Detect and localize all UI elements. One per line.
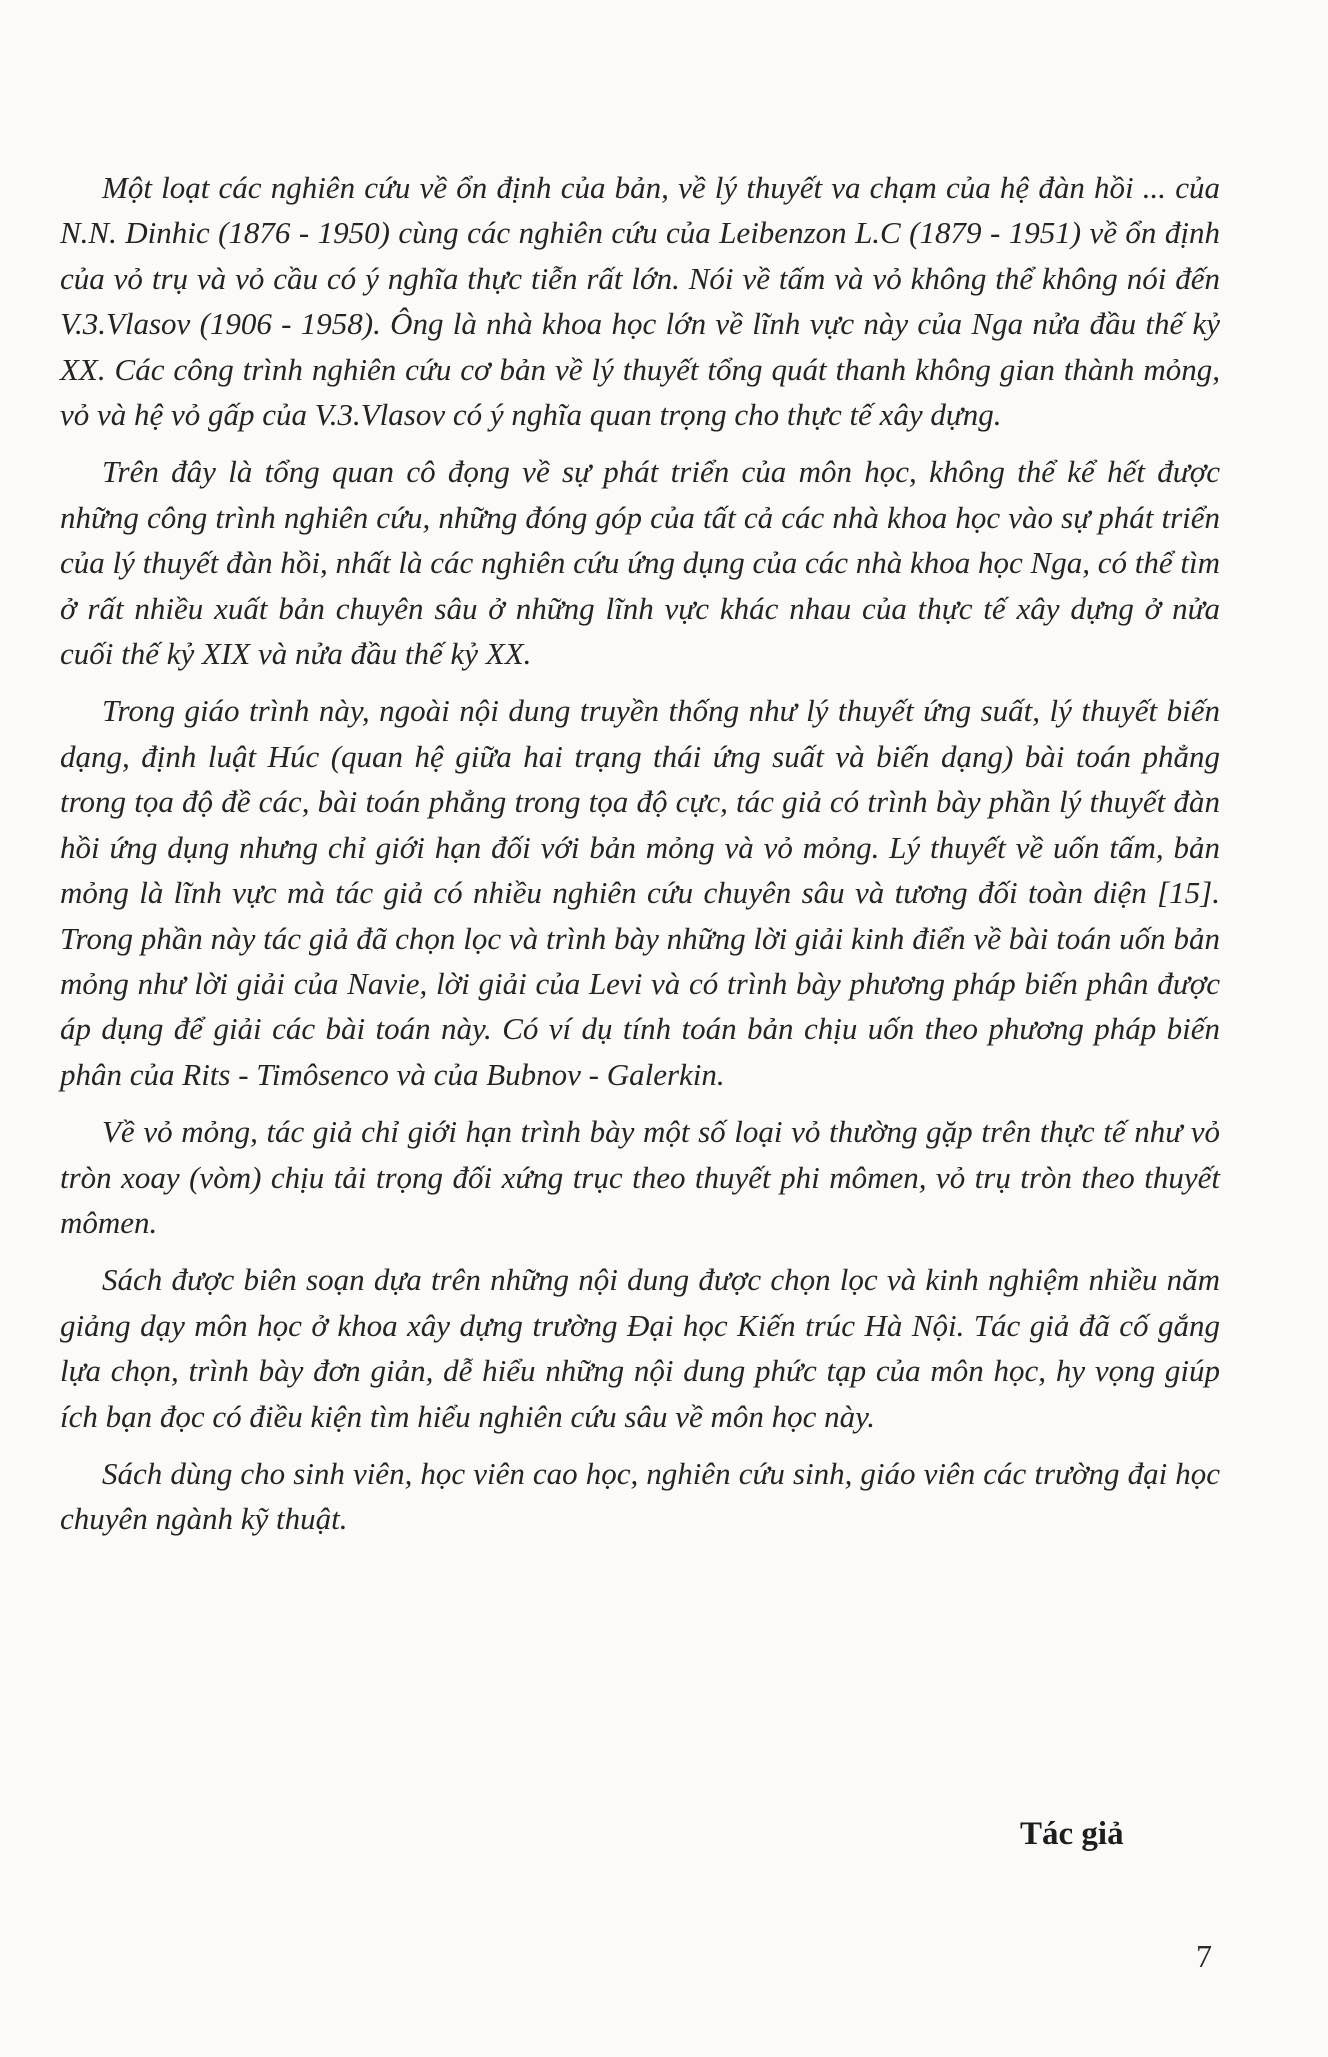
paragraph-2: Trên đây là tổng quan cô đọng về sự phát triển của môn học, không thể kể hết được những công trình nghiên cứu, những đóng góp của tất cả các nhà khoa học vào sự phát triển của lý thuyết đàn hồi, nhất là các nghiên cứu ứng dụng của các nhà khoa học Nga, có thể tìm ở rất nhiều xuất bản chuyên sâu ở những lĩnh vực khác nhau của thực tế xây dựng ở nửa cuối thế kỷ XIX và nửa đầu thế kỷ XX. [60,454,1220,672]
paragraph-6: Sách dùng cho sinh viên, học viên cao học, nghiên cứu sinh, giáo viên các trường đại học chuyên ngành kỹ thuật. [60,1455,1220,1537]
paragraph-1: Một loạt các nghiên cứu về ổn định của bản, về lý thuyết va chạm của hệ đàn hồi ... của N.N. Dinhic (1876 - 1950) cùng các nghiên cứu của Leibenzon L.C (1879 - 1951) về ổn định của vỏ trụ và vỏ cầu có ý nghĩa thực tiễn rất lớn. Nói về tấm và vỏ không thể không nói đến V.3.Vlasov (1906 - 1958). Ông là nhà khoa học lớn về lĩnh vực này của Nga nửa đầu thế kỷ XX. Các công trình nghiên cứu cơ bản về lý thuyết tổng quát thanh không gian thành mỏng, vỏ và hệ vỏ gấp của V.3.Vlasov có ý nghĩa quan trọng cho thực tế xây dựng. [60,170,1220,433]
paragraph-3: Trong giáo trình này, ngoài nội dung truyền thống như lý thuyết ứng suất, lý thuyết biến dạng, định luật Húc (quan hệ giữa hai trạng thái ứng suất và biến dạng) bài toán phẳng trong tọa độ đề các, bài toán phẳng trong tọa độ cực, tác giả có trình bày phần lý thuyết đàn hồi ứng dụng nhưng chỉ giới hạn đối với bản mỏng và vỏ mỏng. Lý thuyết về uốn tấm, bản mỏng là lĩnh vực mà tác giả có nhiều nghiên cứu chuyên sâu và tương đối toàn diện [15]. Trong phần này tác giả đã chọn lọc và trình bày những lời giải kinh điển về bài toán uốn bản mỏng như lời giải của Navie, lời giải của Levi và có trình bày phương pháp biến phân được áp dụng để giải các bài toán này. Có ví dụ tính toán bản chịu uốn theo phương pháp biến phân của Rits - Timôsenco và của Bubnov - Galerkin. [60,693,1220,1092]
paragraph-5: Sách được biên soạn dựa trên những nội dung được chọn lọc và kinh nghiệm nhiều năm giảng dạy môn học ở khoa xây dựng trường Đại học Kiến trúc Hà Nội. Tác giả đã cố gắng lựa chọn, trình bày đơn giản, dễ hiểu những nội dung phức tạp của môn học, hy vọng giúp ích bạn đọc có điều kiện tìm hiểu nghiên cứu sâu về môn học này. [60,1262,1220,1434]
paragraph-4: Về vỏ mỏng, tác giả chỉ giới hạn trình bày một số loại vỏ thường gặp trên thực tế như vỏ tròn xoay (vòm) chịu tải trọng đối xứng trục theo thuyết phi mômen, vỏ trụ tròn theo thuyết mômen. [60,1114,1220,1240]
author-signature: Tác giả [1020,1816,1124,1852]
body-text [60,165,1220,1554]
page-number: 7 [1196,1938,1212,1974]
